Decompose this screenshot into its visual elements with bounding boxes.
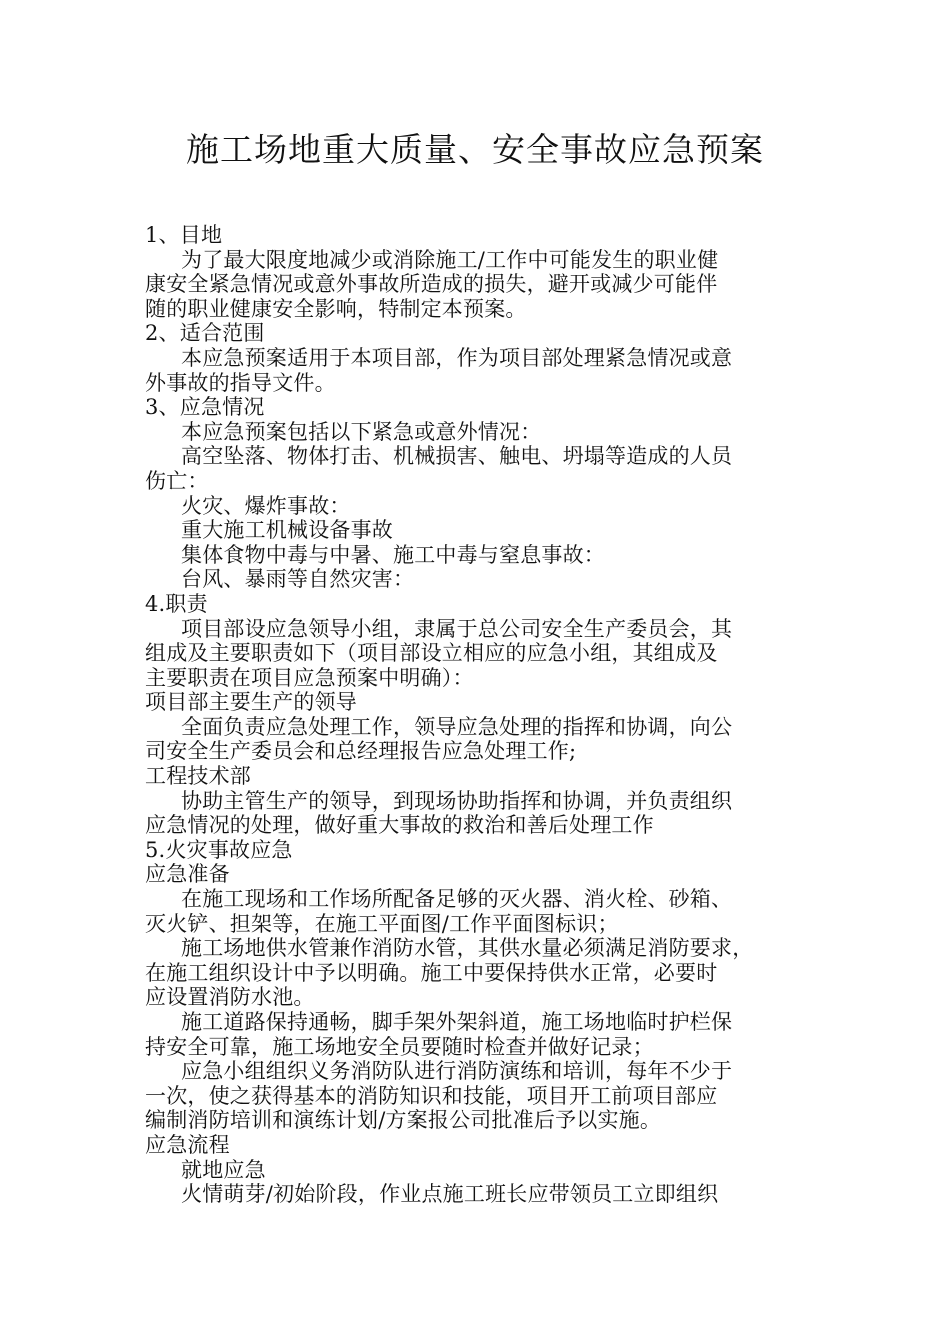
paragraph-line: 伤亡： (145, 468, 209, 493)
paragraph-line: 台风、暴雨等自然灾害： (181, 567, 415, 592)
paragraph-line: 火情萌芽/初始阶段，作业点施工班长应带领员工立即组织 (181, 1182, 719, 1207)
paragraph-line: 康安全紧急情况或意外事故所造成的损失，避开或减少可能伴 (145, 272, 718, 297)
paragraph-line: 外事故的指导文件。 (145, 370, 336, 395)
paragraph-line: 持安全可靠，施工场地安全员要随时检查并做好记录； (145, 1034, 654, 1059)
paragraph-line: 一次，使之获得基本的消防知识和技能，项目开工前项目部应 (145, 1083, 718, 1108)
paragraph-line: 施工场地供水管兼作消防水管，其供水量必须满足消防要求， (181, 936, 754, 961)
paragraph-line: 编制消防培训和演练计划/方案报公司批准后予以实施。 (145, 1108, 662, 1133)
subsection-heading: 应急流程 (145, 1132, 230, 1157)
paragraph-line: 组成及主要职责如下（项目部设立相应的应急小组，其组成及 (145, 641, 718, 666)
section-heading: 4.职责 (145, 591, 208, 616)
subsection-heading: 项目部主要生产的领导 (145, 690, 357, 715)
section-heading: 3、应急情况 (145, 395, 265, 420)
paragraph-line: 随的职业健康安全影响，特制定本预案。 (145, 296, 527, 321)
paragraph-line: 集体食物中毒与中暑、施工中毒与窒息事故： (181, 542, 605, 567)
section-heading: 1、目地 (145, 223, 223, 247)
paragraph-line: 在施工现场和工作场所配备足够的灭火器、消火栓、砂箱、 (181, 887, 733, 912)
paragraph-line: 高空坠落、物体打击、机械损害、触电、坍塌等造成的人员 (181, 444, 733, 469)
document-body (145, 223, 825, 1207)
paragraph-line: 灭火铲、担架等，在施工平面图/工作平面图标识； (145, 911, 619, 936)
section-heading: 2、适合范围 (145, 321, 265, 346)
paragraph-line: 司安全生产委员会和总经理报告应急处理工作; (145, 739, 577, 764)
paragraph-line: 为了最大限度地减少或消除施工/工作中可能发生的职业健 (181, 247, 719, 272)
paragraph-line: 本应急预案适用于本项目部，作为项目部处理紧急情况或意 (181, 345, 733, 370)
document-title: 施工场地重大质量、安全事故应急预案 (186, 130, 764, 169)
paragraph-line: 项目部设应急领导小组，隶属于总公司安全生产委员会，其 (181, 616, 733, 641)
paragraph-line: 重大施工机械设备事故 (181, 518, 393, 543)
subsection-heading: 就地应急 (181, 1157, 266, 1182)
paragraph-line: 应急小组组织义务消防队进行消防演练和培训，每年不少于 (181, 1059, 733, 1084)
paragraph-line: 施工道路保持通畅，脚手架外架斜道，施工场地临时护栏保 (181, 1010, 733, 1034)
section-heading: 5.火灾事故应急 (145, 837, 293, 862)
paragraph-line: 协助主管生产的领导，到现场协助指挥和协调，并负责组织 (181, 788, 733, 813)
subsection-heading: 工程技术部 (145, 764, 251, 789)
paragraph-line: 应设置消防水池。 (145, 985, 315, 1010)
paragraph-line: 全面负责应急处理工作，领导应急处理的指挥和协调，向公 (181, 714, 733, 739)
paragraph-line: 在施工组织设计中予以明确。施工中要保持供水正常，必要时 (145, 960, 718, 985)
paragraph-line: 主要职责在项目应急预案中明确）： (145, 665, 474, 690)
paragraph-line: 应急情况的处理，做好重大事故的救治和善后处理工作 (145, 813, 654, 838)
paragraph-line: 本应急预案包括以下紧急或意外情况： (181, 419, 542, 444)
subsection-heading: 应急准备 (145, 862, 230, 887)
paragraph-line: 火灾、爆炸事故： (181, 493, 351, 518)
